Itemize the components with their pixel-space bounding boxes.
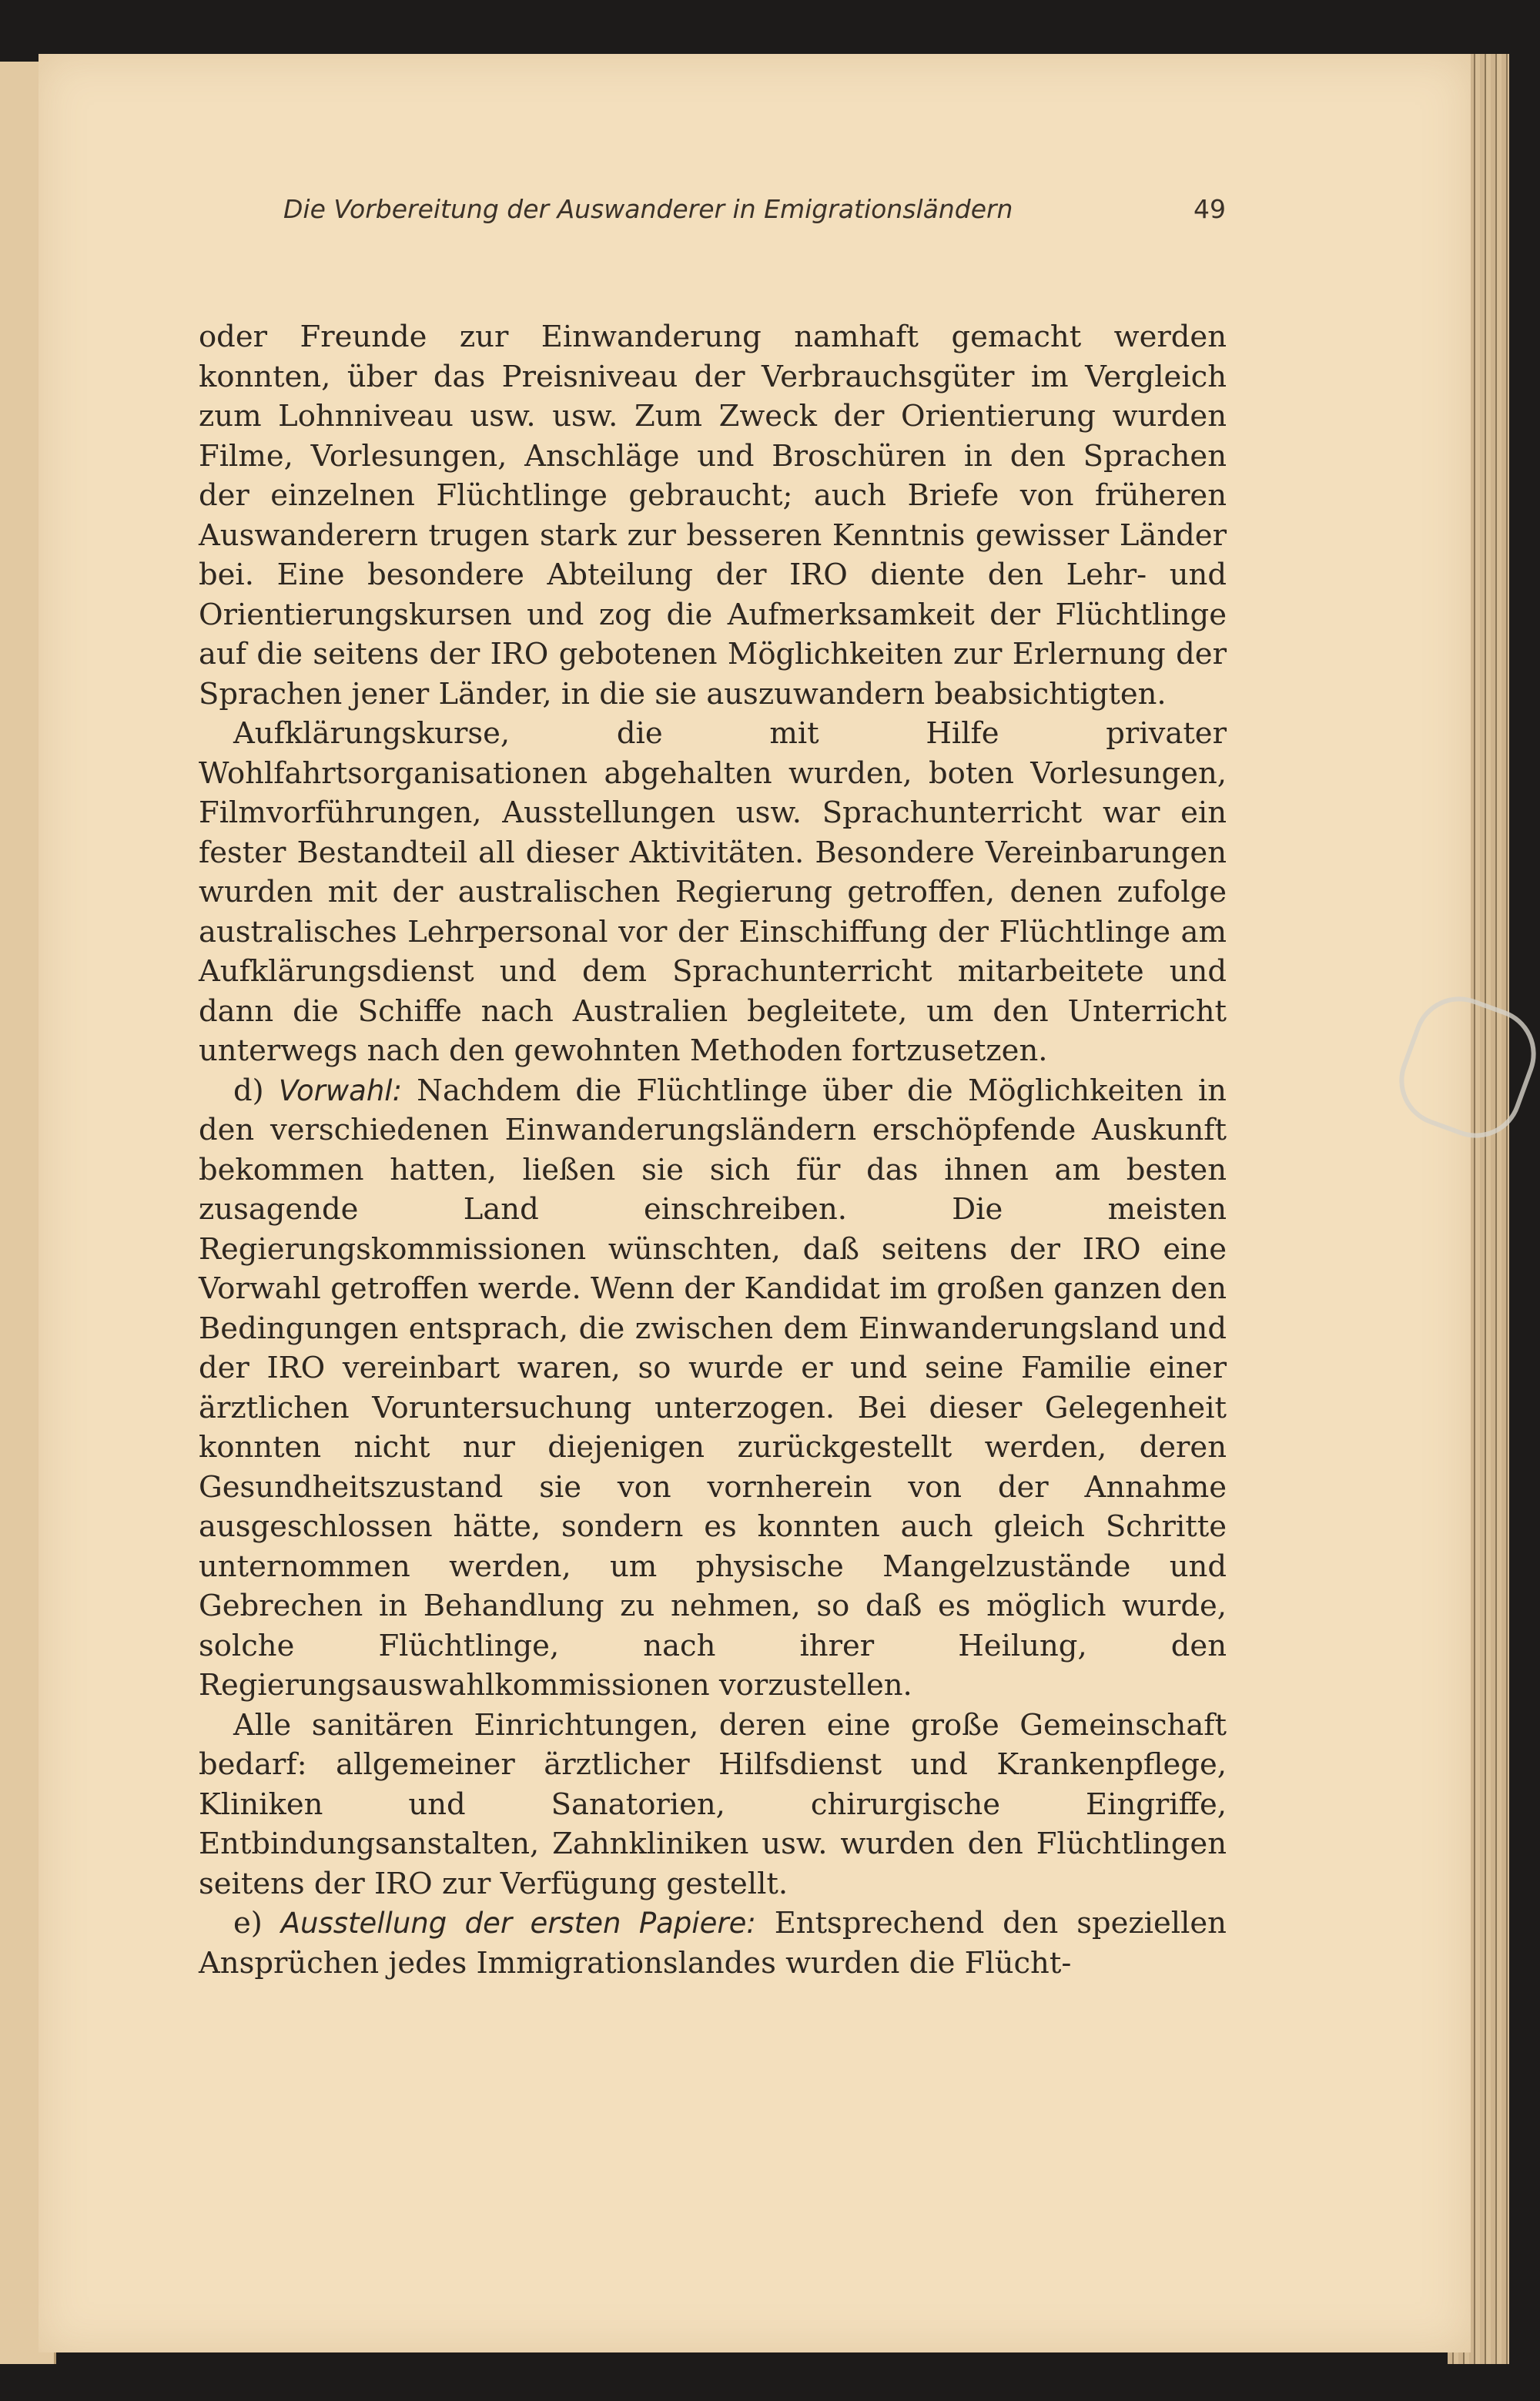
running-header xyxy=(277,194,1226,229)
section-heading: Vorwahl: xyxy=(278,1073,403,1107)
section-label: d) xyxy=(233,1073,264,1108)
paragraph-1: oder Freunde zur Einwanderung namhaft gemacht werden konnten, über das Preisniveau der Verbrauchsgüter im Vergleich zum Lohnniveau usw. usw. Zum Zweck der Orientierung wurden Filme, Vorlesungen, Anschläge und Broschüren in den Sprachen der einzelnen Flüchtlinge gebraucht; auch Briefe von früheren Auswanderern trugen stark zur besseren Kenntnis gewisser Länder bei. Eine besondere Abteilung der IRO diente den Lehr- und Orientierungskursen und zog die Aufmerksamkeit der Flüchtlinge auf die seitens der IRO gebotenen Möglichkeiten zur Erlernung der Sprachen jener Länder, in die sie auszuwandern beabsichtigten. xyxy=(199,320,1227,712)
section-label: e) xyxy=(233,1906,263,1941)
paragraph-5-text: Entsprechend den speziellen Ansprüchen jedes Immigrationslandes wurden die Flücht- xyxy=(199,1906,1227,1981)
paragraph-3 xyxy=(199,1071,1227,1706)
body-text xyxy=(199,317,1227,1983)
paragraph-3-text: Nachdem die Flüchtlinge über die Möglichkeiten in den verschiedenen Einwanderungsländern erschöpfende Auskunft bekommen hatten, ließen sie sich für das ihnen am besten zusagende Land einschreiben. Die meisten Regierungskommissionen wünschten, daß seitens der IRO eine Vorwahl getroffen werde. Wenn der Kandidat im großen ganzen den Bedingungen entsprach, die zwischen dem Einwanderungsland und der IRO vereinbart waren, so wurde er und seine Familie einer ärztlichen Voruntersuchung unterzogen. Bei dieser Gelegenheit konnten nicht nur diejenigen zurückgestellt werden, deren Gesundheitszustand sie von vornherein von der Annahme ausgeschlossen hätte, sondern es konnten auch gleich Schritte unternommen werden, um physische Mangelzustände und Gebrechen in Behandlung zu nehmen, so daß es möglich wurde, solche Flüchtlinge, nach ihrer Heilung, den Regierungsauswahlkommissionen vorzustellen. xyxy=(199,1073,1227,1703)
page-number: 49 xyxy=(1194,194,1226,224)
running-title: Die Vorbereitung der Auswanderer in Emigrationsländern xyxy=(283,194,1013,224)
paragraph-5 xyxy=(199,1904,1227,1983)
paragraph-4: Alle sanitären Einrichtungen, deren eine große Gemeinschaft bedarf: allgemeiner ärztlicher Hilfsdienst und Krankenpflege, Kliniken und Sanatorien, chirurgische Eingriffe, Entbindungsanstalten, Zahnkliniken usw. wurden den Flüchtlingen seitens der IRO zur Verfügung gestellt. xyxy=(199,1707,1227,1901)
section-heading: Ausstellung der ersten Papiere: xyxy=(280,1907,756,1940)
paragraph-2: Aufklärungskurse, die mit Hilfe privater Wohlfahrtsorganisationen abgehalten wurden, boten Vorlesungen, Filmvorführungen, Ausstellungen usw. Sprachunterricht war ein fester Bestandteil all dieser Aktivitäten. Besondere Vereinbarungen wurden mit der australischen Regierung getroffen, denen zufolge australisches Lehrpersonal vor der Einschiffung der Flüchtlinge am Aufklärungsdienst und dem Sprachunterricht mitarbeitete und dann die Schiffe nach Australien begleitete, um den Unterricht unterwegs nach den gewohnten Methoden fortzusetzen. xyxy=(199,716,1227,1068)
